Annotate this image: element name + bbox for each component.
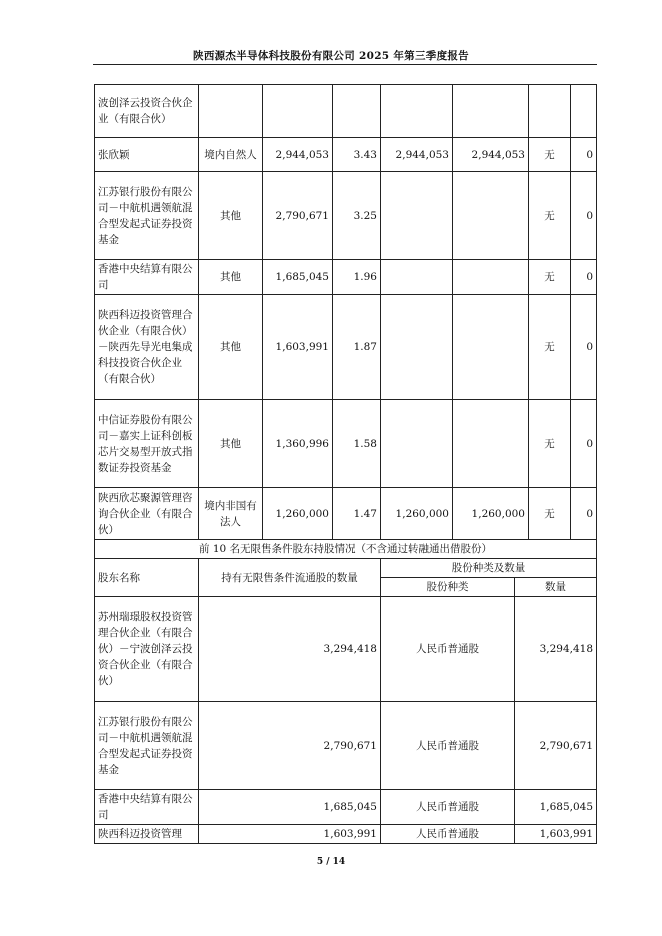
holder-nature: 其他: [199, 172, 263, 260]
share-type: 人民币普通股: [381, 597, 515, 702]
page-number: 5 / 14: [316, 857, 346, 867]
holder-nature: [199, 85, 263, 138]
holder-name: 中信证券股份有限公司－嘉实上证科创板芯片交易型开放式指数证券投资基金: [95, 400, 199, 488]
table-row: [95, 85, 597, 138]
holder-pct: 3.25: [333, 172, 381, 260]
holder-name: 陕西欣芯聚源管理咨询合伙企业（有限合伙）: [95, 488, 199, 540]
pledge-status: 无: [529, 260, 571, 295]
pledge-qty: 0: [571, 488, 597, 540]
holder-restricted: [381, 85, 453, 138]
holder-pct: 1.87: [333, 295, 381, 400]
holder-name: 香港中央结算有限公司: [95, 790, 199, 825]
holder-pct: 1.47: [333, 488, 381, 540]
holder-pct: [333, 85, 381, 138]
unrestricted-qty: 1,603,991: [199, 825, 381, 844]
pledge-status: [529, 85, 571, 138]
holder-nature: 其他: [199, 295, 263, 400]
column-header-count: 数量: [515, 578, 597, 597]
table-row: [95, 825, 597, 844]
pledge-qty: 0: [571, 172, 597, 260]
unrestricted-holders-table: [94, 539, 597, 844]
holder-restricted: 1,260,000: [381, 488, 453, 540]
header-rule: [93, 64, 597, 65]
holder-restricted: [381, 260, 453, 295]
table-row: [95, 702, 597, 790]
column-header-qty: 持有无限售条件流通股的数量: [199, 559, 381, 597]
table-row: [95, 597, 597, 702]
header-row: [95, 559, 597, 578]
holder-pct: 3.43: [333, 138, 381, 172]
holder-lent-shares: [453, 295, 529, 400]
holder-name: 张欣颖: [95, 138, 199, 172]
pledge-qty: 0: [571, 400, 597, 488]
share-type: 人民币普通股: [381, 790, 515, 825]
report-header: 陕西源杰半导体科技股份有限公司 2025 年第三季度报告: [193, 50, 469, 62]
holder-lent-shares: [453, 172, 529, 260]
share-count: 1,685,045: [515, 790, 597, 825]
table-row: [95, 790, 597, 825]
table-row: [95, 488, 597, 540]
section-title: 前 10 名无限售条件股东持股情况（不含通过转融通出借股份）: [95, 540, 597, 559]
holder-name: 江苏银行股份有限公司－中航机遇领航混合型发起式证券投资基金: [95, 172, 199, 260]
pledge-status: 无: [529, 488, 571, 540]
pledge-qty: 0: [571, 295, 597, 400]
holder-pct: 1.96: [333, 260, 381, 295]
holder-name: 江苏银行股份有限公司－中航机遇领航混合型发起式证券投资基金: [95, 702, 199, 790]
top10-holders-table: [94, 84, 597, 540]
holder-shares: 1,360,996: [263, 400, 333, 488]
table-row: [95, 295, 597, 400]
holder-shares: 1,685,045: [263, 260, 333, 295]
holder-nature: 其他: [199, 260, 263, 295]
table-row: [95, 260, 597, 295]
holder-lent-shares: 1,260,000: [453, 488, 529, 540]
pledge-status: 无: [529, 138, 571, 172]
table-row: [95, 400, 597, 488]
share-type: 人民币普通股: [381, 702, 515, 790]
holder-lent-shares: [453, 400, 529, 488]
column-header-name: 股东名称: [95, 559, 199, 597]
holder-pct: 1.58: [333, 400, 381, 488]
column-header-type-group: 股份种类及数量: [381, 559, 597, 578]
holder-restricted: 2,944,053: [381, 138, 453, 172]
holder-restricted: [381, 400, 453, 488]
share-type: 人民币普通股: [381, 825, 515, 844]
holder-name: 陕西科迈投资管理合伙企业（有限合伙）－陕西先导光电集成科技投资合伙企业（有限合伙）: [95, 295, 199, 400]
share-count: 1,603,991: [515, 825, 597, 844]
holder-name: 香港中央结算有限公司: [95, 260, 199, 295]
holder-lent-shares: 2,944,053: [453, 138, 529, 172]
holder-lent-shares: [453, 260, 529, 295]
holder-shares: [263, 85, 333, 138]
column-header-type: 股份种类: [381, 578, 515, 597]
holder-nature: 境内非国有法人: [199, 488, 263, 540]
holder-name: 陕西科迈投资管理: [95, 825, 199, 844]
pledge-qty: 0: [571, 138, 597, 172]
unrestricted-qty: 1,685,045: [199, 790, 381, 825]
pledge-qty: 0: [571, 260, 597, 295]
holder-nature: 境内自然人: [199, 138, 263, 172]
unrestricted-qty: 3,294,418: [199, 597, 381, 702]
table-row: [95, 138, 597, 172]
pledge-qty: [571, 85, 597, 138]
share-count: 3,294,418: [515, 597, 597, 702]
holder-restricted: [381, 295, 453, 400]
holder-name: 苏州瑞璟股权投资管理合伙企业（有限合伙）－宁波创泽云投资合伙企业（有限合伙）: [95, 597, 199, 702]
holder-shares: 1,603,991: [263, 295, 333, 400]
share-count: 2,790,671: [515, 702, 597, 790]
holder-lent-shares: [453, 85, 529, 138]
holder-nature: 其他: [199, 400, 263, 488]
pledge-status: 无: [529, 172, 571, 260]
section-title-row: [95, 540, 597, 559]
holder-name: 波创泽云投资合伙企业（有限合伙）: [95, 85, 199, 138]
holder-shares: 1,260,000: [263, 488, 333, 540]
holder-shares: 2,790,671: [263, 172, 333, 260]
unrestricted-qty: 2,790,671: [199, 702, 381, 790]
pledge-status: 无: [529, 295, 571, 400]
holder-shares: 2,944,053: [263, 138, 333, 172]
pledge-status: 无: [529, 400, 571, 488]
table-row: [95, 172, 597, 260]
holder-restricted: [381, 172, 453, 260]
